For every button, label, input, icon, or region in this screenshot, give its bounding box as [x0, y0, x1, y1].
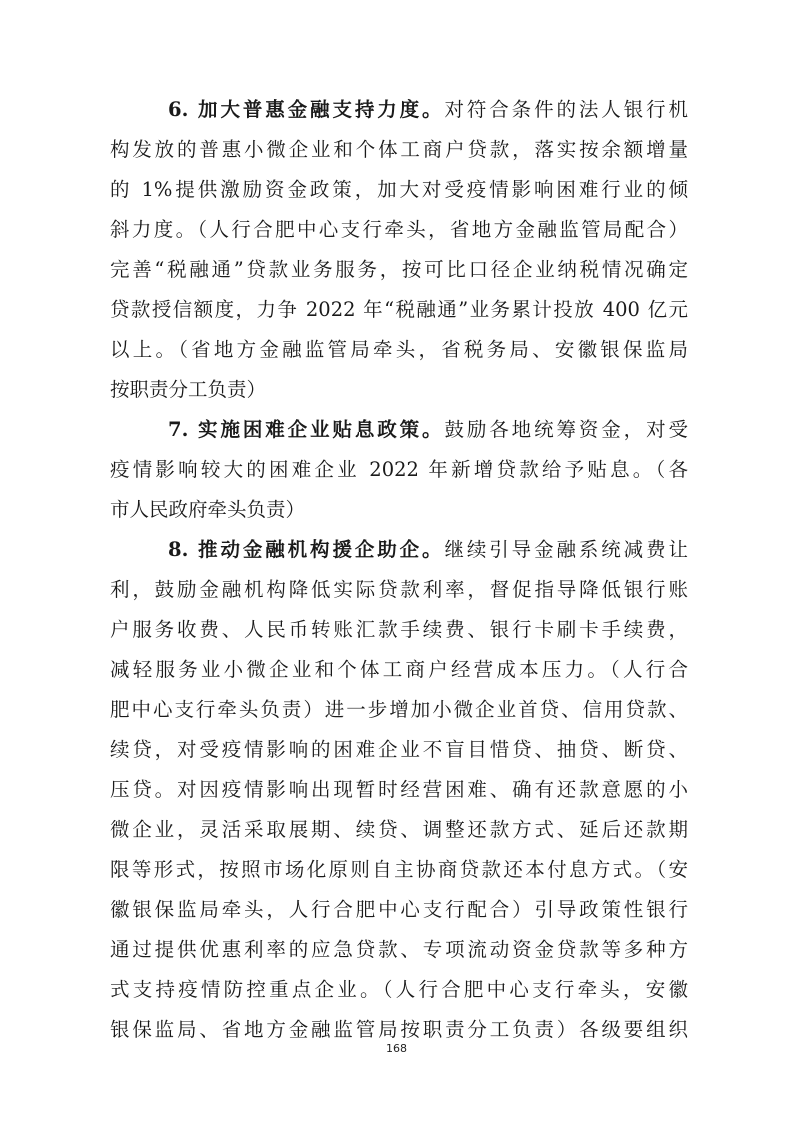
paragraph-6-line: 贷款授信额度，力争 2022 年“税融通”业务累计投放 400 亿元	[110, 298, 688, 321]
paragraph-8-first-line	[110, 530, 688, 570]
paragraph-7-line: 市人民政府牵头负责）	[110, 498, 306, 521]
paragraph-8-heading: 8. 推动金融机构援企助企。	[168, 538, 445, 561]
paragraph-8-line: 银保监局、省地方金融监管局按职责分工负责）各级要组织	[110, 1018, 688, 1041]
paragraph-8-line: 压贷。对因疫情影响出现暂时经营困难、确有还款意愿的小	[110, 778, 688, 801]
paragraph-6-line: 斜力度。（人行合肥中心支行牵头，省地方金融监管局配合）	[110, 218, 688, 241]
paragraph-8-line: 利，鼓励金融机构降低实际贷款利率，督促指导降低银行账	[110, 578, 688, 601]
paragraph-7-first-line	[110, 410, 688, 450]
paragraph-7-heading: 7. 实施困难企业贴息政策。	[168, 418, 445, 441]
paragraph-6-first-line	[110, 90, 688, 130]
paragraph-6-line: 按职责分工负责）	[110, 378, 267, 401]
paragraph-8-text: 继续引导金融系统减费让	[444, 538, 688, 561]
paragraph-6-line: 以上。（省地方金融监管局牵头，省税务局、安徽银保监局	[110, 338, 688, 361]
paragraph-6-text: 对符合条件的法人银行机	[444, 98, 688, 121]
page-number: 168	[386, 1042, 407, 1055]
paragraph-8-line: 限等形式，按照市场化原则自主协商贷款还本付息方式。（安	[110, 858, 688, 881]
paragraph-8-line: 微企业，灵活采取展期、续贷、调整还款方式、延后还款期	[110, 818, 688, 841]
paragraph-6-line: 完善“税融通”贷款业务服务，按可比口径企业纳税情况确定	[110, 258, 688, 281]
paragraph-7-text: 鼓励各地统筹资金，对受	[444, 418, 688, 441]
paragraph-8-line: 续贷，对受疫情影响的困难企业不盲目惜贷、抽贷、断贷、	[110, 738, 688, 761]
paragraph-6-line: 的 1%提供激励资金政策，加大对受疫情影响困难行业的倾	[110, 178, 688, 201]
paragraph-8-line: 肥中心支行牵头负责）进一步增加小微企业首贷、信用贷款、	[110, 698, 688, 721]
paragraph-8-line: 式支持疫情防控重点企业。（人行合肥中心支行牵头，安徽	[110, 978, 688, 1001]
paragraph-8-line: 通过提供优惠利率的应急贷款、专项流动资金贷款等多种方	[110, 938, 688, 961]
paragraph-8-line: 户服务收费、人民币转账汇款手续费、银行卡刷卡手续费，	[110, 618, 688, 641]
paragraph-6-line: 构发放的普惠小微企业和个体工商户贷款，落实按余额增量	[110, 138, 688, 161]
paragraph-8-line: 徽银保监局牵头，人行合肥中心支行配合）引导政策性银行	[110, 898, 688, 921]
paragraph-8-line: 减轻服务业小微企业和个体工商户经营成本压力。（人行合	[110, 658, 688, 681]
paragraph-6-heading: 6. 加大普惠金融支持力度。	[168, 98, 445, 121]
paragraph-7-line: 疫情影响较大的困难企业 2022 年新增贷款给予贴息。（各	[110, 458, 688, 481]
